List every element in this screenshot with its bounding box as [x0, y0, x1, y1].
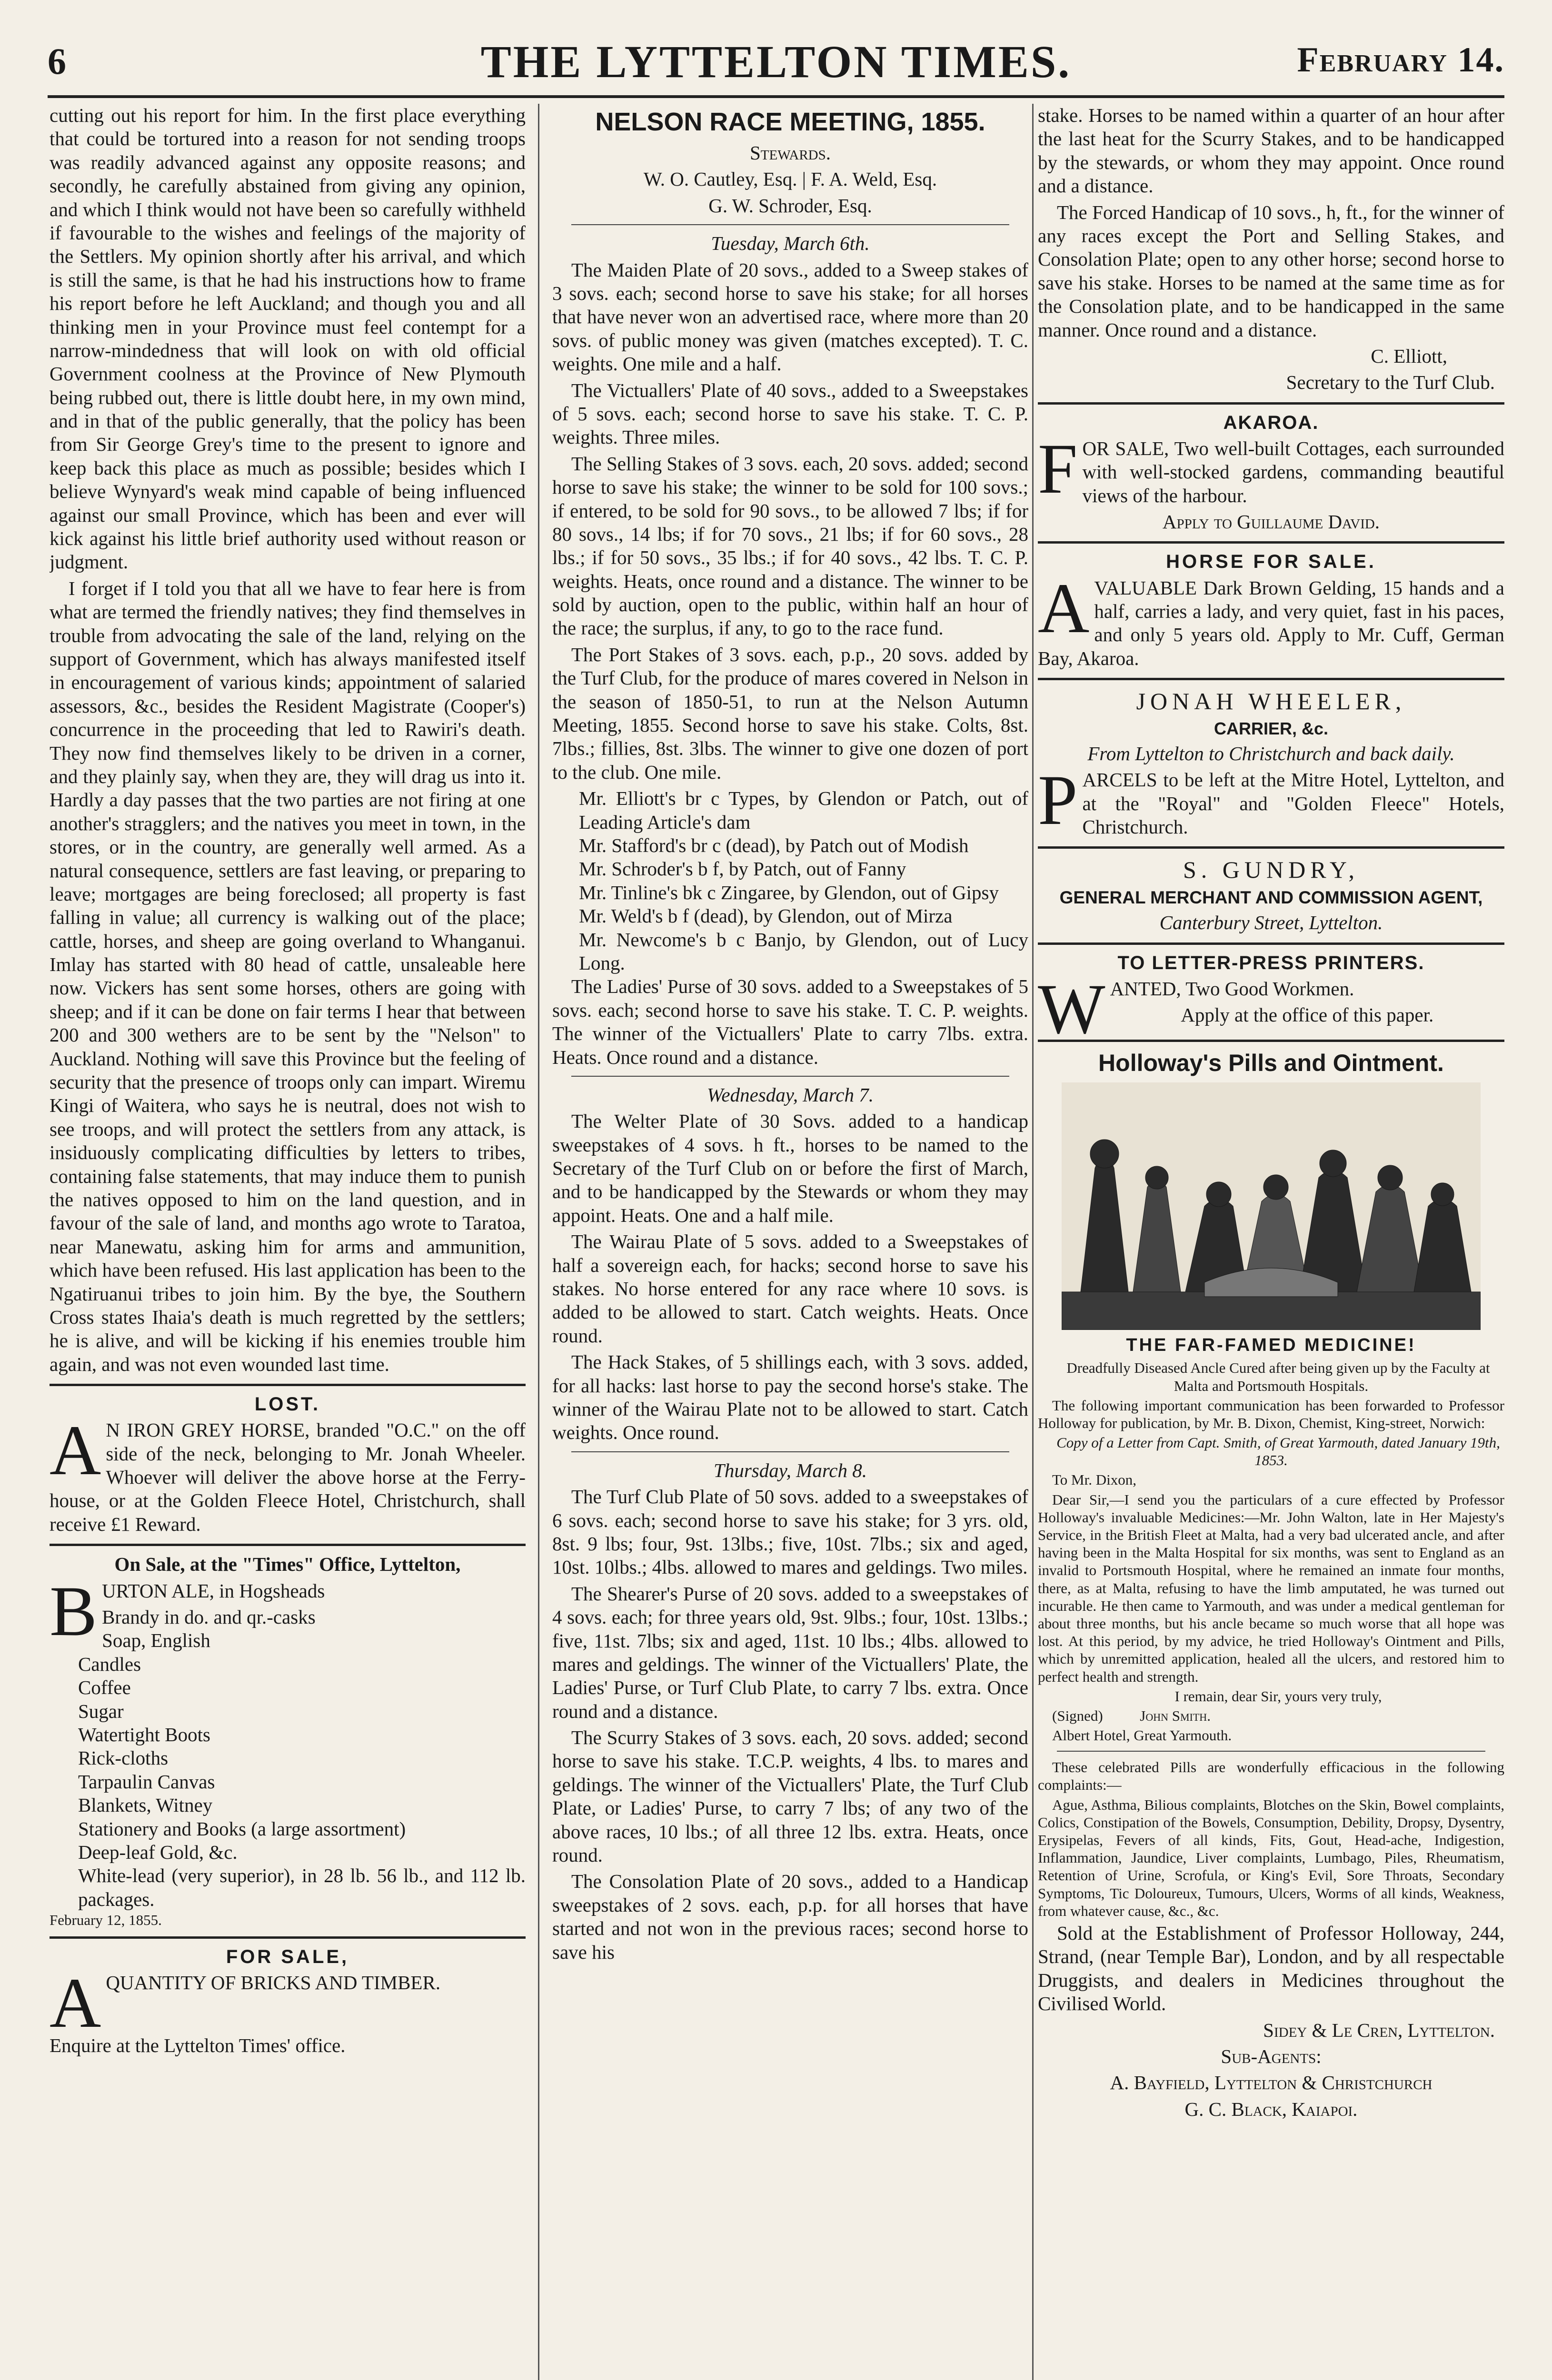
engraving-illustration: [1062, 1082, 1481, 1330]
letter-paragraph: cutting out his report for him. In the first place everything that could be tortured into a reason for not sending troops was readily advanced against any opposite reasons; and secondly, he carefully abstained from giving any opinion, and which I think would not have been so carefully withheld if favourable to the wishes and feelings of the majority of the Settlers. My opinion shortly after his arrival, and which is still the same, is that he had his instructions how to frame his report before he left Auckland; and though you and all thinking men in your Province must feel contempt for a narrow-mindedness that will look on with old official Government coolness at the Province of New Plymouth being rubbed out, there is little doubt here, in my own mind, and in that of the public generally, that the policy has been from Sir George Grey's time to the present to ignore and keep back this place as much as possible; besides which I believe Wynyard's weak mind capable of being influenced against our small Province, which has been and ever will kick against his little brief authority used without reason or judgment.: [50, 104, 526, 573]
section-rule: [1038, 541, 1504, 544]
column-divider: [538, 104, 539, 2380]
complaints-intro: These celebrated Pills are wonderfully efficacious in the following complaints:—: [1038, 1759, 1504, 1794]
signature-name: C. Elliott,: [1371, 345, 1447, 367]
on-sale-item: Brandy in do. and qr.-casks: [102, 1606, 316, 1628]
akaroa-text: OR SALE, Two well-built Cottages, each surrounded with well-stocked gardens, commanding beautiful views of the harbour.: [1082, 437, 1504, 506]
page-number: 6: [48, 40, 66, 82]
testimonial-to: To Mr. Dixon,: [1052, 1471, 1136, 1488]
horse-sale-ad: [1038, 568, 1504, 671]
on-sale-item: Soap, English: [102, 1629, 210, 1652]
drop-cap: P: [1038, 761, 1078, 840]
letter-paragraph: I forget if I told you that all we have to fear here is from what are termed the friendly natives; they find themselves in trouble from advocating the sale of the land, relying on the support of Government, which has always manifested itself in encouragement of various kinds; appointment of salaried assessors, &c., besides the Resident Magistrate (Cooper's) concurrence in the proceeding that led to Rawiri's death. They now find themselves likely to be driven in a corner, and they plainly say, when they are, they will drag us into it. Hardly a day passes that the two parties are not firing at one another's stragglers; and the natives you meet in town, in the stores, or in the country, are generally well armed. As a natural consequence, settlers are fast leaving, or preparing to leave; mortgages are being foreclosed; all property is fast falling in value; all currency is walking out of the place; cattle, horses, and sheep are going overland to Whanganui. Imlay has started with 80 head of cattle, unsaleable here now. Vickers has sent some horses, others are going with sheep; and if it can be done on fair terms I hear that between 200 and 300 wethers are to be sent by the "Nelson" to Auckland. Nothing will save this Province but the feeling of security that the presence of troops only can impart. Wiremu Kingi of Waitera, who says he is neutral, does not wish to see troops, and will protect the settlers from any attack, is insiduously complicating difficulties by letters to tribes, containing false statements, that may induce them to punish the natives opposed to him on the land question, and in favour of the sale of land, and months ago wrote to Taratoa, near Manewatu, asking him for arms and ammunition, which have been refused. His last application has been to the Ngatiruanui tribes to join him. By the bye, the Southern Cross states Ihaia's death is much regretted by the settlers; he is alive, and will be kicking if his enemies trouble him again, and was not even wounded last time.: [50, 577, 526, 1375]
stewards-line: W. O. Cautley, Esq. | F. A. Weld, Esq.: [643, 168, 937, 190]
section-rule: [50, 1936, 526, 1939]
race-day-heading: Thursday, March 8.: [714, 1459, 867, 1481]
signed-label: (Signed): [1052, 1707, 1103, 1724]
masthead-rule: [48, 95, 1504, 98]
race-paragraph: The Hack Stakes, of 5 shillings each, with 3 sovs. added, for all hacks: last horse to pay the second horse's stake. The winner of the Wairau Plate not to be allowed to start. Catch weights. Once round.: [552, 1351, 1028, 1444]
sub-agent: A. Bayfield, Lyttelton & Christchurch: [1110, 2072, 1433, 2094]
far-famed-heading: THE FAR-FAMED MEDICINE!: [1126, 1335, 1416, 1355]
lost-heading: LOST.: [254, 1394, 321, 1415]
testimonial-letter: Dear Sir,—I send you the particulars of a cure effected by Professor Holloway's invaluable Medicines:—Mr. John Walton, late in Her Majesty's Service, in the British Fleet at Malta, had a very bad ulcerated ancle, and after having been in the Malta Hospital for six months, was sent to England as an invalid to Portsmouth Hospital, where he remained an inmate four months, there, as at Malta, refusing to have the limb amputated, he was turned out incurable. He then came to Yarmouth, and was under a medical gentleman for about three months, but his ancle became so much worse that all hope was lost. At this period, by my advice, he tried Holloway's Ointment and Pills, which by unremitted application, healed all the ulcers, and restored him to perfect health and strength.: [1038, 1491, 1504, 1685]
testimonial-signature: [1038, 1707, 1504, 1725]
race-paragraph: The Port Stakes of 3 sovs. each, p.p., 20 sovs. added by the Turf Club, for the produce of mares covered in Nelson in the season of 1850-51, to run at the Nelson Autumn Meeting, 1855. Second horse to save his stake. Colts, 8st. 7lbs.; fillies, 8st. 3lbs. The winner to give one dozen of port to the club. One mile.: [552, 643, 1028, 783]
for-sale-enquire: Enquire at the Lyttelton Times' office.: [50, 2034, 346, 2056]
wheeler-trade: CARRIER, &c.: [1214, 719, 1329, 739]
gundry-trade: GENERAL MERCHANT AND COMMISSION AGENT,: [1059, 887, 1483, 907]
on-sale-item: Candles: [78, 1653, 141, 1675]
on-sale-item: Tarpaulin Canvas: [78, 1770, 215, 1793]
section-rule: [50, 1544, 526, 1546]
on-sale-heading: On Sale, at the "Times" Office, Lyttelton,: [114, 1553, 461, 1576]
race-paragraph: The Consolation Plate of 20 sovs., added to a Handicap sweepstakes of 2 sovs. each, p.p. for all horses that have started and not won in the previous races; second horse to save his: [552, 1870, 1028, 1963]
race-paragraph: The Maiden Plate of 20 sovs., added to a Sweep stakes of 3 sovs. each; second horse to save his stake; for all horses that have never won an advertised race, where more than 20 sovs. of public money was given (matches excepted). T. C. weights. One mile and a half.: [552, 258, 1028, 375]
section-rule: [1038, 402, 1504, 405]
on-sale-item: Stationery and Books (a large assortment): [78, 1817, 406, 1840]
drop-cap: A: [50, 1411, 101, 1490]
printers-heading: TO LETTER-PRESS PRINTERS.: [1117, 952, 1425, 973]
drop-cap: F: [1038, 429, 1078, 508]
column-divider: [1032, 104, 1034, 2380]
masthead: [48, 30, 1504, 88]
on-sale-item: Rick-cloths: [78, 1747, 169, 1769]
race-paragraph: The Wairau Plate of 5 sovs. added to a Sweepstakes of half a sovereign each, for hacks; second horse to save his stakes. No horse entered for any race where 10 sovs. is added to be allowed to start. Catch weights. Heats. Once round.: [552, 1230, 1028, 1347]
column-3: [1038, 104, 1504, 2380]
lost-ad: [50, 1411, 526, 1536]
entry: Mr. Tinline's bk c Zingaree, by Glendon, out of Gipsy: [579, 881, 999, 903]
divider: [571, 1076, 1009, 1077]
testimonial-intro: The following important communication has been forwarded to Professor Holloway for publication, by Mr. B. Dixon, Chemist, King-street, Norwich:: [1038, 1397, 1504, 1431]
akaroa-ad: [1038, 429, 1504, 508]
race-paragraph: The Victuallers' Plate of 40 sovs., added to a Sweepstakes of 5 sovs. each; second horse to save his stake. T. C. P. weights. Three miles.: [552, 379, 1028, 448]
race-paragraph: The Shearer's Purse of 20 sovs. added to a sweepstakes of 4 sovs. each; for three years old, 9st. 9lbs.; four, 10st. 13lbs.; five, 11st. 7lbs; six and aged, 11st. 10 lbs.; 4lbs. allowed to mares and geldings. The winner of the Victuallers' Plate, the Ladies' Purse, or Turf Club Plate, to carry 7 lbs. extra. Once round and a distance.: [552, 1582, 1028, 1722]
akaroa-apply: Apply to Guillaume David.: [1162, 511, 1380, 533]
race-paragraph: The Scurry Stakes of 3 sovs. each, 20 sovs. added; second horse to save his stake. T.C.P. weights, 4 lbs. to mares and geldings. The winner of the Victuallers' Plate, the Turf Club Plate, or Ladies' Purse, to carry 7 lbs; of any two of the above races, 10 lbs.; of all three 12 lbs. extra. Heats, once round.: [552, 1726, 1028, 1866]
testimonial-hotel: Albert Hotel, Great Yarmouth.: [1052, 1727, 1232, 1744]
entry: Mr. Newcome's b c Banjo, by Glendon, out of Lucy Long.: [579, 928, 1028, 974]
sold-at: Sold at the Establishment of Professor Holloway, 244, Strand, (near Temple Bar), London, and by all respectable Druggists, and dealers in Medicines throughout the Civilised World.: [1038, 1922, 1504, 2015]
divider: [571, 1451, 1009, 1452]
race-paragraph: The Forced Handicap of 10 sovs., h, ft., for the winner of any races except the Port and Selling Stakes, and Consolation Plate; open to any other horse; second horse to save his stake. Horses to be named at the same time as for the Consolation plate, and to be handicapped in the same manner. Once round and a distance.: [1038, 201, 1504, 341]
printers-text: ANTED, Two Good Workmen.: [1110, 977, 1354, 1000]
wheeler-route: From Lyttelton to Christchurch and back daily.: [1087, 742, 1455, 764]
for-sale-heading: FOR SALE,: [226, 1946, 349, 1968]
race-paragraph: The Welter Plate of 30 Sovs. added to a handicap sweepstakes of 4 sovs. h ft., horses to be named to the Secretary of the Turf Club on or before the first of March, and to be handicapped by the Stewards or whom they may appoint. Heats. One and a half mile.: [552, 1110, 1028, 1226]
testimonial: [1038, 1359, 1504, 1920]
divider: [571, 224, 1009, 225]
horse-sale-text: VALUABLE Dark Brown Gelding, 15 hands and a half, carries a lady, and very quiet, fast in his paces, and only 5 years old. Apply to Mr. Cuff, German Bay, Akaroa.: [1038, 576, 1504, 669]
entry: Mr. Schroder's b f, by Patch, out of Fanny: [579, 858, 906, 880]
race-meeting-heading: NELSON RACE MEETING, 1855.: [595, 108, 985, 136]
stewards-line: G. W. Schroder, Esq.: [708, 194, 872, 217]
sub-agent: G. C. Black, Kaiapoi.: [1184, 2098, 1358, 2120]
section-rule: [50, 1384, 526, 1386]
gundry-address: Canterbury Street, Lyttelton.: [1159, 912, 1383, 934]
column-1: [50, 104, 526, 2380]
race-paragraph: The Selling Stakes of 3 sovs. each, 20 sovs. added; second horse to save his stake; the winner to be sold for 100 sovs.; if entered, to be sold for 90 sovs., to be allowed 7 lbs; if for 80 sovs., 14 lbs; if for 70 sovs., 21 lbs; if for 60 sovs., 28 lbs.; if for 50 sovs., 35 lbs.; if for 40 sovs., 42 lbs. T. C. P. weights. Heats, once round and a distance. The winner to be sold by auction, open to the public, within half an hour of the race; the surplus, if any, to go to the race fund.: [552, 452, 1028, 639]
section-rule: [1038, 846, 1504, 849]
section-rule: [1038, 678, 1504, 680]
race-paragraph: The Turf Club Plate of 50 sovs. added to a sweepstakes of 6 sovs. each; second horse to save his stake; for 3 yrs. old, 8st. 9 lbs; four, 9st. 13lbs.; five, 10st. 7lbs.; six and aged, 10st. 10lbs.; 4lbs. allowed to mares and geldings. Two miles.: [552, 1486, 1028, 1578]
drop-cap: B: [50, 1571, 98, 1651]
column-2: [552, 104, 1028, 2380]
testimonial-closing: I remain, dear Sir, yours very truly,: [1174, 1687, 1382, 1705]
on-sale-item: Deep-leaf Gold, &c.: [78, 1841, 238, 1863]
printers-apply: Apply at the office of this paper.: [1181, 1004, 1434, 1026]
drop-cap: A: [1038, 568, 1090, 648]
on-sale-item: Blankets, Witney: [78, 1794, 213, 1816]
sub-agents-label: Sub-Agents:: [1221, 2045, 1322, 2067]
section-rule: [1038, 1040, 1504, 1042]
on-sale-item: Coffee: [78, 1676, 131, 1699]
drop-cap: A: [50, 1964, 101, 2043]
race-day-heading: Tuesday, March 6th.: [711, 232, 870, 255]
on-sale-first-item: URTON ALE, in Hogsheads: [102, 1579, 325, 1602]
wheeler-name: JONAH WHEELER,: [1136, 688, 1406, 715]
on-sale-item: White-lead (very superior), in 28 lb. 56 lb., and 112 lb. packages.: [78, 1864, 526, 1910]
testimonial-subhead: Dreadfully Diseased Ancle Cured after being given up by the Faculty at Malta and Portsmouth Hospitals.: [1066, 1359, 1490, 1394]
entry: Mr. Elliott's br c Types, by Glendon or Patch, out of Leading Article's dam: [579, 787, 1028, 833]
akaroa-heading: AKAROA.: [1223, 412, 1319, 433]
holloway-heading: Holloway's Pills and Ointment.: [1098, 1050, 1444, 1077]
gundry-name: S. GUNDRY,: [1183, 856, 1359, 883]
entries-list: [552, 787, 1028, 975]
on-sale-date: February 12, 1855.: [50, 1912, 162, 1929]
divider: [1057, 1751, 1485, 1752]
lost-ad-text: N IRON GREY HORSE, branded "O.C." on the off side of the neck, belonging to Mr. Jonah Wheeler. Whoever will deliver the above horse at the Ferry-house, or at the Golden Fleece Hotel, Christchurch, shall receive £1 Reward.: [50, 1419, 526, 1535]
signer-name: John Smith.: [1140, 1707, 1211, 1724]
section-rule: [1038, 942, 1504, 945]
wheeler-ad: [1038, 761, 1504, 840]
testimonial-copy: Copy of a Letter from Capt. Smith, of Great Yarmouth, dated January 19th, 1853.: [1056, 1434, 1500, 1469]
agent: Sidey & Le Cren, Lyttelton.: [1263, 2019, 1495, 2041]
issue-date: February 14.: [1297, 40, 1504, 79]
race-paragraph: stake. Horses to be named within a quarter of an hour after the last heat for the Scurry Stakes, and to be handicapped by the stewards, or whom they may appoint. Once round and a distance.: [1038, 104, 1504, 197]
horse-sale-heading: HORSE FOR SALE.: [1166, 551, 1376, 573]
complaints-list: Ague, Asthma, Bilious complaints, Blotches on the Skin, Bowel complaints, Colics, Constipation of the Bowels, Consumption, Debility, Dropsy, Dysentry, Erysipelas, Fevers of all kinds, Fits, Gout, Head-ache, Indigestion, Inflammation, Jaundice, Liver complaints, Lumbago, Piles, Rheumatism, Retention of Urine, Scrofula, or King's Evil, Sore Throats, Secondary Symptoms, Tic Doloureux, Tumours, Ulcers, Worms of all kinds, Weakness, from whatever cause, &c., &c.: [1038, 1796, 1504, 1919]
entry: Mr. Weld's b f (dead), by Glendon, out of Mirza: [579, 905, 953, 927]
drop-cap: W: [1038, 969, 1105, 1049]
race-paragraph: The Ladies' Purse of 30 sovs. added to a Sweepstakes of 5 sovs. each; second horse to save his stake. T. C. P. weights. The winner of the Victuallers' Plate to carry 7lbs. extra. Heats. Once round and a distance.: [552, 975, 1028, 1068]
signature-title: Secretary to the Turf Club.: [1286, 371, 1495, 394]
entry: Mr. Stafford's br c (dead), by Patch out of Modish: [579, 834, 969, 856]
race-day-heading: Wednesday, March 7.: [707, 1083, 874, 1106]
stewards-label: Stewards.: [750, 142, 831, 164]
wheeler-text: ARCELS to be left at the Mitre Hotel, Lyttelton, and at the "Royal" and "Golden Fleece" Hotels, Christchurch.: [1082, 769, 1504, 838]
on-sale-item: Watertight Boots: [78, 1723, 210, 1745]
for-sale-text: QUANTITY OF BRICKS AND TIMBER.: [106, 1972, 441, 1994]
newspaper-title: THE LYTTELTON TIMES.: [480, 36, 1072, 87]
on-sale-item: Sugar: [78, 1700, 124, 1722]
for-sale-ad: [50, 1964, 526, 2043]
